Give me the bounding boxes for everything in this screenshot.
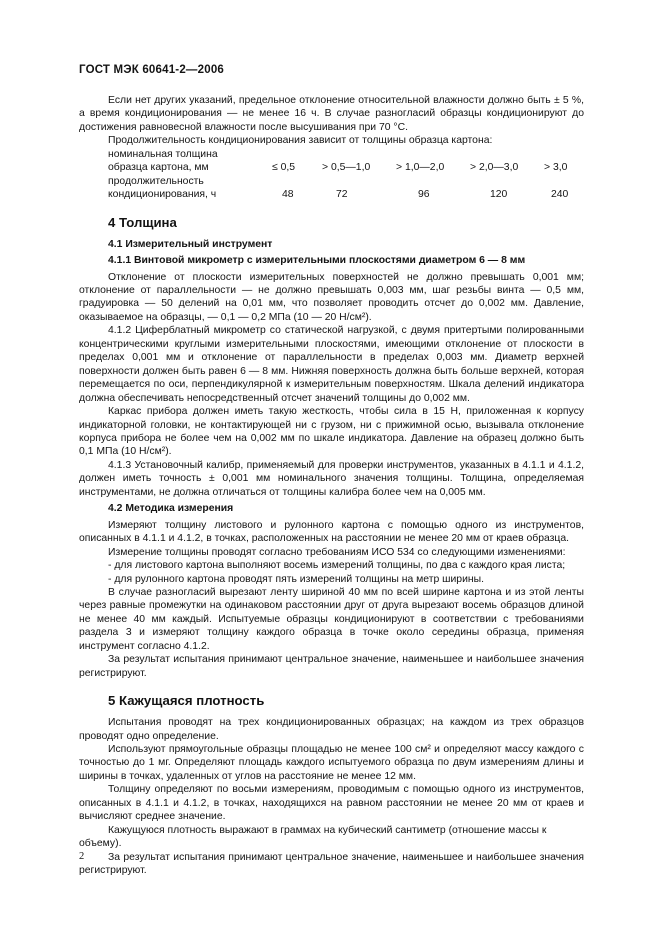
- section-4-2-list-item: - для рулонного картона проводят пять измерений толщины на метр ширины.: [108, 573, 484, 585]
- section-5-paragraph: За результат испытания принимают центральное значение, наименьшее и наибольшее значения регистрируют.: [79, 851, 584, 877]
- duration-intro: Продолжительность кондиционирования зависит от толщины образца картона:: [108, 135, 493, 147]
- table-cell: > 2,0—3,0: [470, 162, 519, 174]
- section-5-title: 5 Кажущаяся плотность: [108, 693, 265, 709]
- row1-label-top: номинальная толщина: [108, 148, 218, 160]
- table-cell: > 1,0—2,0: [396, 162, 445, 174]
- row2-label: кондиционирования, ч: [108, 189, 217, 201]
- table-row: [108, 188, 584, 201]
- document-body: [79, 94, 584, 878]
- table-cell: 240: [551, 189, 569, 201]
- section-4-1-title: 4.1 Измерительный инструмент: [108, 238, 273, 250]
- page-number: 2: [79, 851, 85, 862]
- section-4-2-list-item: - для листового картона выполняют восемь измерений толщины, по два с каждого края листа;: [108, 560, 566, 572]
- humidity-paragraph: Если нет других указаний, предельное отклонение относительной влажности должно быть ± 5 %, а время кондиционирования — не менее 16 ч. В случае разногласий образцы кондиционируют до достижения равновесной влажности после высушивания при 70 °С.: [79, 95, 584, 133]
- row2-label-top: продолжительность: [108, 175, 204, 187]
- section-4-2-title: 4.2 Методика измерения: [108, 503, 234, 515]
- table-row: [108, 148, 584, 161]
- table-cell: 48: [282, 189, 294, 201]
- section-4-2-paragraph: Измерение толщины проводят согласно требованиям ИСО 534 со следующими изменениями:: [108, 546, 566, 558]
- section-5-paragraph: Кажущуюся плотность выражают в граммах на кубический сантиметр (отношение массы к объему).: [79, 824, 547, 850]
- section-4-1-2-text-2: Каркас прибора должен иметь такую жесткость, чтобы сила в 15 Н, приложенная к корпусу индикаторной головки, не контактирующей ни с грузом, ни с прижимной осью, вызывала отклонение корпуса прибора не более чем на 0,002 мм по шкале индикатора. Давление на образец должно быть 0,1 МПа (10 Н/см²).: [79, 406, 584, 458]
- section-4-1-3-text: 4.1.3 Установочный калибр, применяемый для проверки инструментов, указанных в 4.1.1 и 4.1.2, должен иметь точность ± 0,001 мм номинального значения толщины. Толщина, определяемая инструментами, не должна отличаться от толщины калибра более чем на 0,005 мм.: [79, 459, 584, 498]
- section-5-paragraph: Испытания проводят на трех кондиционированных образцах; на каждом из трех образцов проводят одно определение.: [79, 717, 584, 742]
- row1-label: образца картона, мм: [108, 162, 209, 174]
- table-cell: > 3,0: [544, 162, 568, 174]
- section-4-1-2-text: 4.1.2 Циферблатный микрометр со статической нагрузкой, с двумя притертыми полированными концентрическими круглыми измерительными плоскостями, имеющими отклонение от плоскости в пределах 0,001 мм и отклонение от параллельности в пределах 0,003 мм. Диаметр верхней поверхности должен быть равен 6 — 8 мм. Нижняя поверхность должна быть больше верхней, которая перемещается по оси, перпендикулярной к измерительным поверхностям. Шкала делений индикатора должна обеспечивать непосредственный отсчет значений толщины до 0,002 мм.: [79, 325, 584, 404]
- table-cell: > 0,5—1,0: [322, 162, 371, 174]
- table-cell: ≤ 0,5: [272, 162, 296, 174]
- table-row: [108, 175, 584, 188]
- section-4-2-paragraph: Измеряют толщину листового и рулонного картона с помощью одного из инструментов, описанных в 4.1.1 и 4.1.2, в точках, расположенных на расстоянии не менее 20 мм от краев образца.: [79, 519, 584, 545]
- table-cell: 96: [418, 189, 430, 201]
- section-5-paragraph: Используют прямоугольные образцы площадью не менее 100 см² и определяют массу каждого с точностью до 1 мг. Определяют площадь каждого испытуемого образца по двум измерениям длины и ширины в точках, удаленных от углов на расстояние не менее 12 мм.: [79, 744, 584, 782]
- section-4-title: 4 Толщина: [108, 214, 177, 230]
- table-row: [108, 161, 584, 174]
- table-cell: 72: [336, 189, 348, 201]
- section-4-2-paragraph: За результат испытания принимают центральное значение, наименьшее и наибольшее значения регистрируют.: [79, 654, 584, 679]
- section-4-1-1-text: Отклонение от плоскости измерительных поверхностей не должно превышать 0,001 мм; отклонение от параллельности — не должно превышать 0,003 мм, шаг резьбы винта — 0,5 мм, градуировка — 50 делений на 0,01 мм, что позволяет проводить отсчет до 0,002 мм. Давление, оказываемое на образцы, — 0,1 — 0,2 МПа (10 — 20 Н/см²).: [79, 271, 584, 323]
- section-4-2-paragraph: В случае разногласий вырезают ленту шириной 40 мм по всей ширине картона и из этой ленты через равные промежутки на одинаковом расстоянии друг от друга вырезают восемь образцов длиной не менее 40 мм каждый. Испытуемые образцы кондиционируют в соответствии с требованиями раздела 3 и измеряют толщину каждого образца в точке около середины образца, применяя инструмент согласно 4.1.2.: [79, 586, 584, 652]
- conditioning-table: [108, 148, 584, 202]
- document-header: ГОСТ МЭК 60641-2—2006: [79, 64, 225, 76]
- table-cell: 120: [490, 189, 508, 201]
- section-4-1-1-title: 4.1.1 Винтовой микрометр с измерительными плоскостями диаметром 6 — 8 мм: [108, 255, 526, 267]
- section-5-paragraph: Толщину определяют по восьми измерениям, проводимым с помощью одного из инструментов, описанных в 4.1.1 и 4.1.2, в точках, находящихся на равном расстоянии не менее 20 мм от краев и вычисляют среднее значение.: [79, 784, 584, 823]
